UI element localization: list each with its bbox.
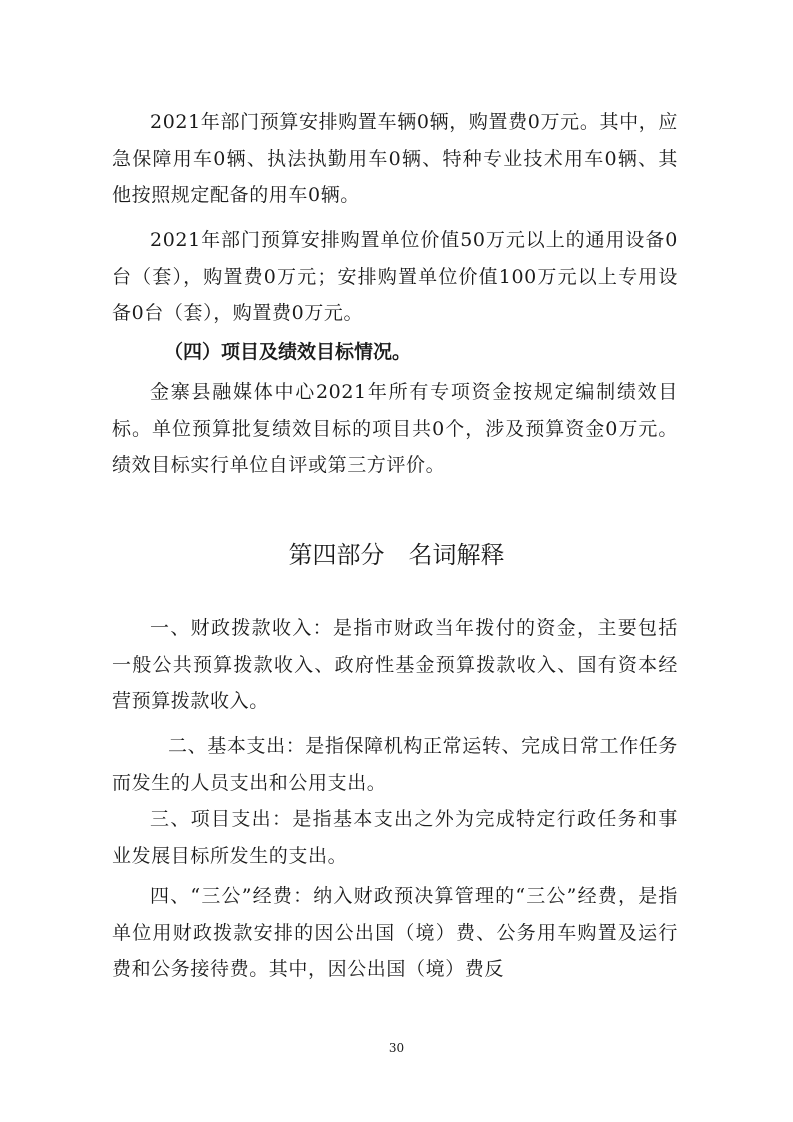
- section-title: 第四部分 名词解释: [288, 541, 505, 569]
- term-three-public-expenses: 四、“三公”经费：纳入财政预决算管理的“三公”经费，是指单位用财政拨款安排的因公出国（境）费、公务用车购置及运行费和公务接待费。其中，因公出国（境）费反: [112, 885, 678, 980]
- paragraph-performance-targets: 金寨县融媒体中心2021年所有专项资金按规定编制绩效目标。单位预算批复绩效目标的项目共0个，涉及预算资金0万元。绩效目标实行单位自评或第三方评价。: [112, 381, 678, 476]
- term-project-expenditure: 三、项目支出：是指基本支出之外为完成特定行政任务和事业发展目标所发生的支出。: [112, 808, 678, 867]
- page-number: 30: [388, 1041, 405, 1055]
- paragraph-equipment-purchase: 2021年部门预算安排购置单位价值50万元以上的通用设备0台（套），购置费0万元；安排购置单位价值100万元以上专用设备0台（套），购置费0万元。: [112, 229, 678, 324]
- term-fiscal-appropriation-income: 一、财政拨款收入：是指市财政当年拨付的资金，主要包括一般公共预算拨款收入、政府性基金预算拨款收入、国有资本经营预算拨款收入。: [112, 617, 678, 712]
- term-basic-expenditure: 二、基本支出：是指保障机构正常运转、完成日常工作任务而发生的人员支出和公用支出。: [112, 735, 678, 794]
- heading-project-performance: （四）项目及绩效目标情况。: [164, 341, 412, 363]
- paragraph-vehicle-purchase: 2021年部门预算安排购置车辆0辆，购置费0万元。其中，应急保障用车0辆、执法执勤用车0辆、特种专业技术用车0辆、其他按照规定配备的用车0辆。: [112, 111, 678, 206]
